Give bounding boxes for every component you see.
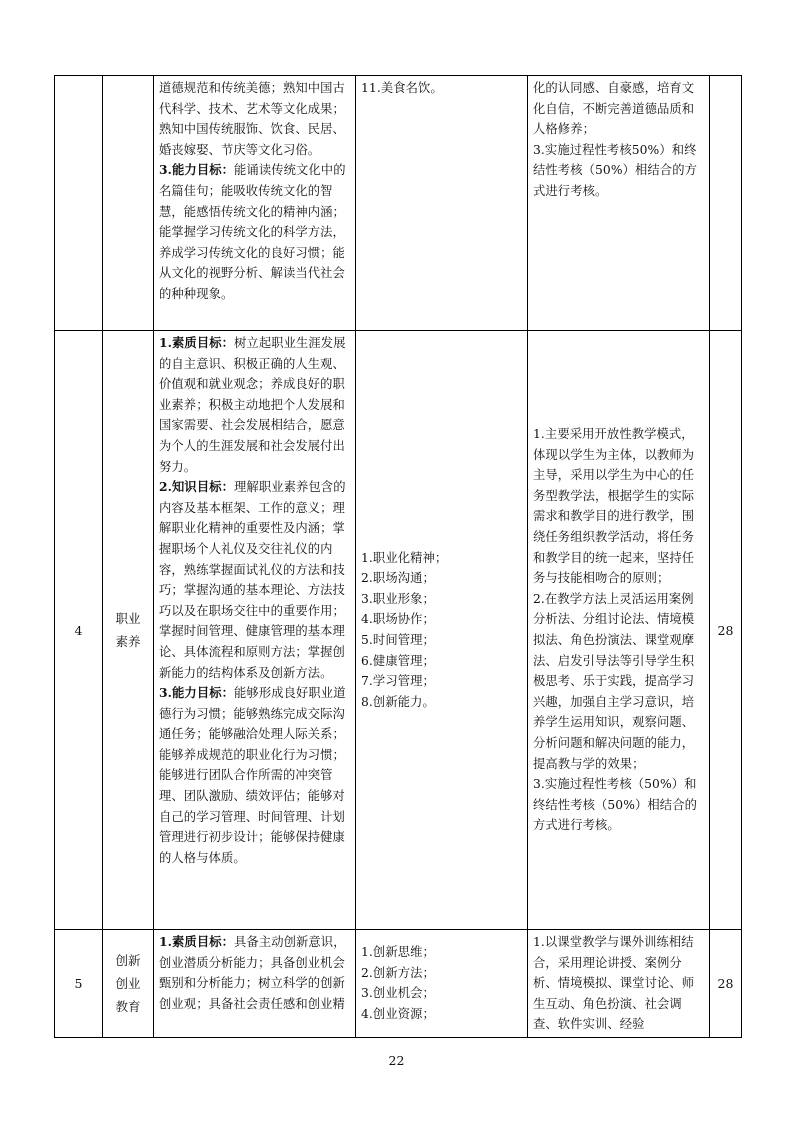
knowledge-objective-label: 2.知识目标： <box>159 479 235 495</box>
requirements-cell <box>528 76 710 331</box>
course-number-cell: 4 <box>55 331 103 930</box>
content-text: 1.创新思维； 2.创新方法； 3.创业机会； 4.创业资源； <box>361 945 435 1022</box>
quality-objective-label: 1.素质目标： <box>159 934 235 949</box>
table-row <box>55 76 742 331</box>
content-cell <box>356 76 528 331</box>
content-cell <box>356 930 528 1038</box>
course-number-cell: 5 <box>55 930 103 1038</box>
hours-cell: 28 <box>710 331 742 930</box>
requirements-text: 化的认同感、自豪感，培育文化自信，不断完善道德品质和人格修养； 3.实施过程性考核50%）和终结性考核（50%）相结合的方式进行考核。 <box>533 81 697 198</box>
objectives-cell <box>154 930 356 1038</box>
content-cell <box>356 331 528 930</box>
table-row <box>55 331 742 930</box>
course-name-cell: 创新 创业 教育 <box>103 930 154 1038</box>
quality-objective-text: 树立起职业生涯发展的自主意识、积极正确的人生观、价值观和就业观念；养成良好的职业素养；积极主动地把个人发展和国家需要、社会发展相结合，愿意为个人的生涯发展和社会发展付出努力。 <box>159 336 346 474</box>
requirements-cell <box>528 331 710 930</box>
course-table <box>54 75 742 1038</box>
table-row <box>55 930 742 1038</box>
ability-objective-label: 3.能力目标： <box>159 685 235 701</box>
quality-objective-label: 1.素质目标： <box>159 335 235 350</box>
ability-objective-text: 能够形成良好职业道德行为习惯；能够熟练完成交际沟通任务；能够融洽处理人际关系；能够养成规范的职业化行为习惯；能够进行团队合作所需的冲突管理、团队激励、绩效评估；能够对自己的学习管理、时间管理、计划管理进行初步设计；能够保持健康的人格与体质。 <box>159 686 346 865</box>
course-name-cell <box>103 76 154 331</box>
course-number-cell <box>55 76 103 331</box>
knowledge-objective-text: 理解职业素养包含的内容及基本框架、工作的意义；理解职业化精神的重要性及内涵；掌握职场个人礼仪及交往礼仪的内容，熟练掌握面试礼仪的方法和技巧；掌握沟通的基本理论、方法技巧以及在职场交往中的重要作用；掌握时间管理、健康管理的基本理论、具体流程和原则方法；掌握创新能力的结构体系及创新方法。 <box>159 480 346 680</box>
ability-objective-label: 3.能力目标： <box>159 162 235 178</box>
ability-objective-text: 能诵读传统文化中的名篇佳句；能吸收传统文化的智慧，能感悟传统文化的精神内涵；能掌握学习传统文化的科学方法，养成学习传统文化的良好习惯；能从文化的视野分析、解读当代社会的种种现象。 <box>159 163 346 301</box>
requirements-cell <box>528 930 710 1038</box>
requirements-text: 1.以课堂教学与课外训练相结合，采用理论讲授、案例分析、情境模拟、课堂讨论、师生互动、角色扮演、社会调查、软件实训、经验 <box>533 935 695 1032</box>
objectives-cell <box>154 76 356 331</box>
requirements-text: 1.主要采用开放性教学模式，体现以学生为主体，以教师为主导，采用以学生为中心的任务型教学法，根据学生的实际需求和教学目的进行教学，围绕任务组织教学活动，将任务和教学目的统一起来，坚持任务与技能相吻合的原则； 2.在教学方法上灵活运用案例分析法、分组讨论法、情境模拟法、角色扮演法、课堂观摩法、启发引导法等引导学生积极思考、乐于实践，提高学习兴趣，加强自主学习意识，培养学生运用知识，观察问题、分析问题和解决问题的能力，提高教与学的效果； 3.实施过程性考核（50%）和终结性考核（50%）相结合的方式进行考核。 <box>533 427 697 833</box>
objectives-text: 道德规范和传统美德；熟知中国古代科学、技术、艺术等文化成果；熟知中国传统服饰、饮食、民居、婚丧嫁娶、节庆等文化习俗。 <box>159 81 345 157</box>
objectives-cell <box>154 331 356 930</box>
hours-cell: 28 <box>710 930 742 1038</box>
quality-objective-text: 具备主动创新意识，创业潜质分析能力；具备创业机会甄别和分析能力；树立科学的创新创业观；具备社会责任感和创业精 <box>159 935 346 1011</box>
hours-cell <box>710 76 742 331</box>
course-name-cell: 职业 素养 <box>103 331 154 930</box>
content-text: 1.职业化精神； 2.职场沟通； 3.职业形象； 4.职场协作； 5.时间管理； 6.健康管理； 7.学习管理； 8.创新能力。 <box>361 550 448 709</box>
page-number: 22 <box>388 1053 405 1068</box>
content-text: 11.美食名饮。 <box>361 81 443 95</box>
